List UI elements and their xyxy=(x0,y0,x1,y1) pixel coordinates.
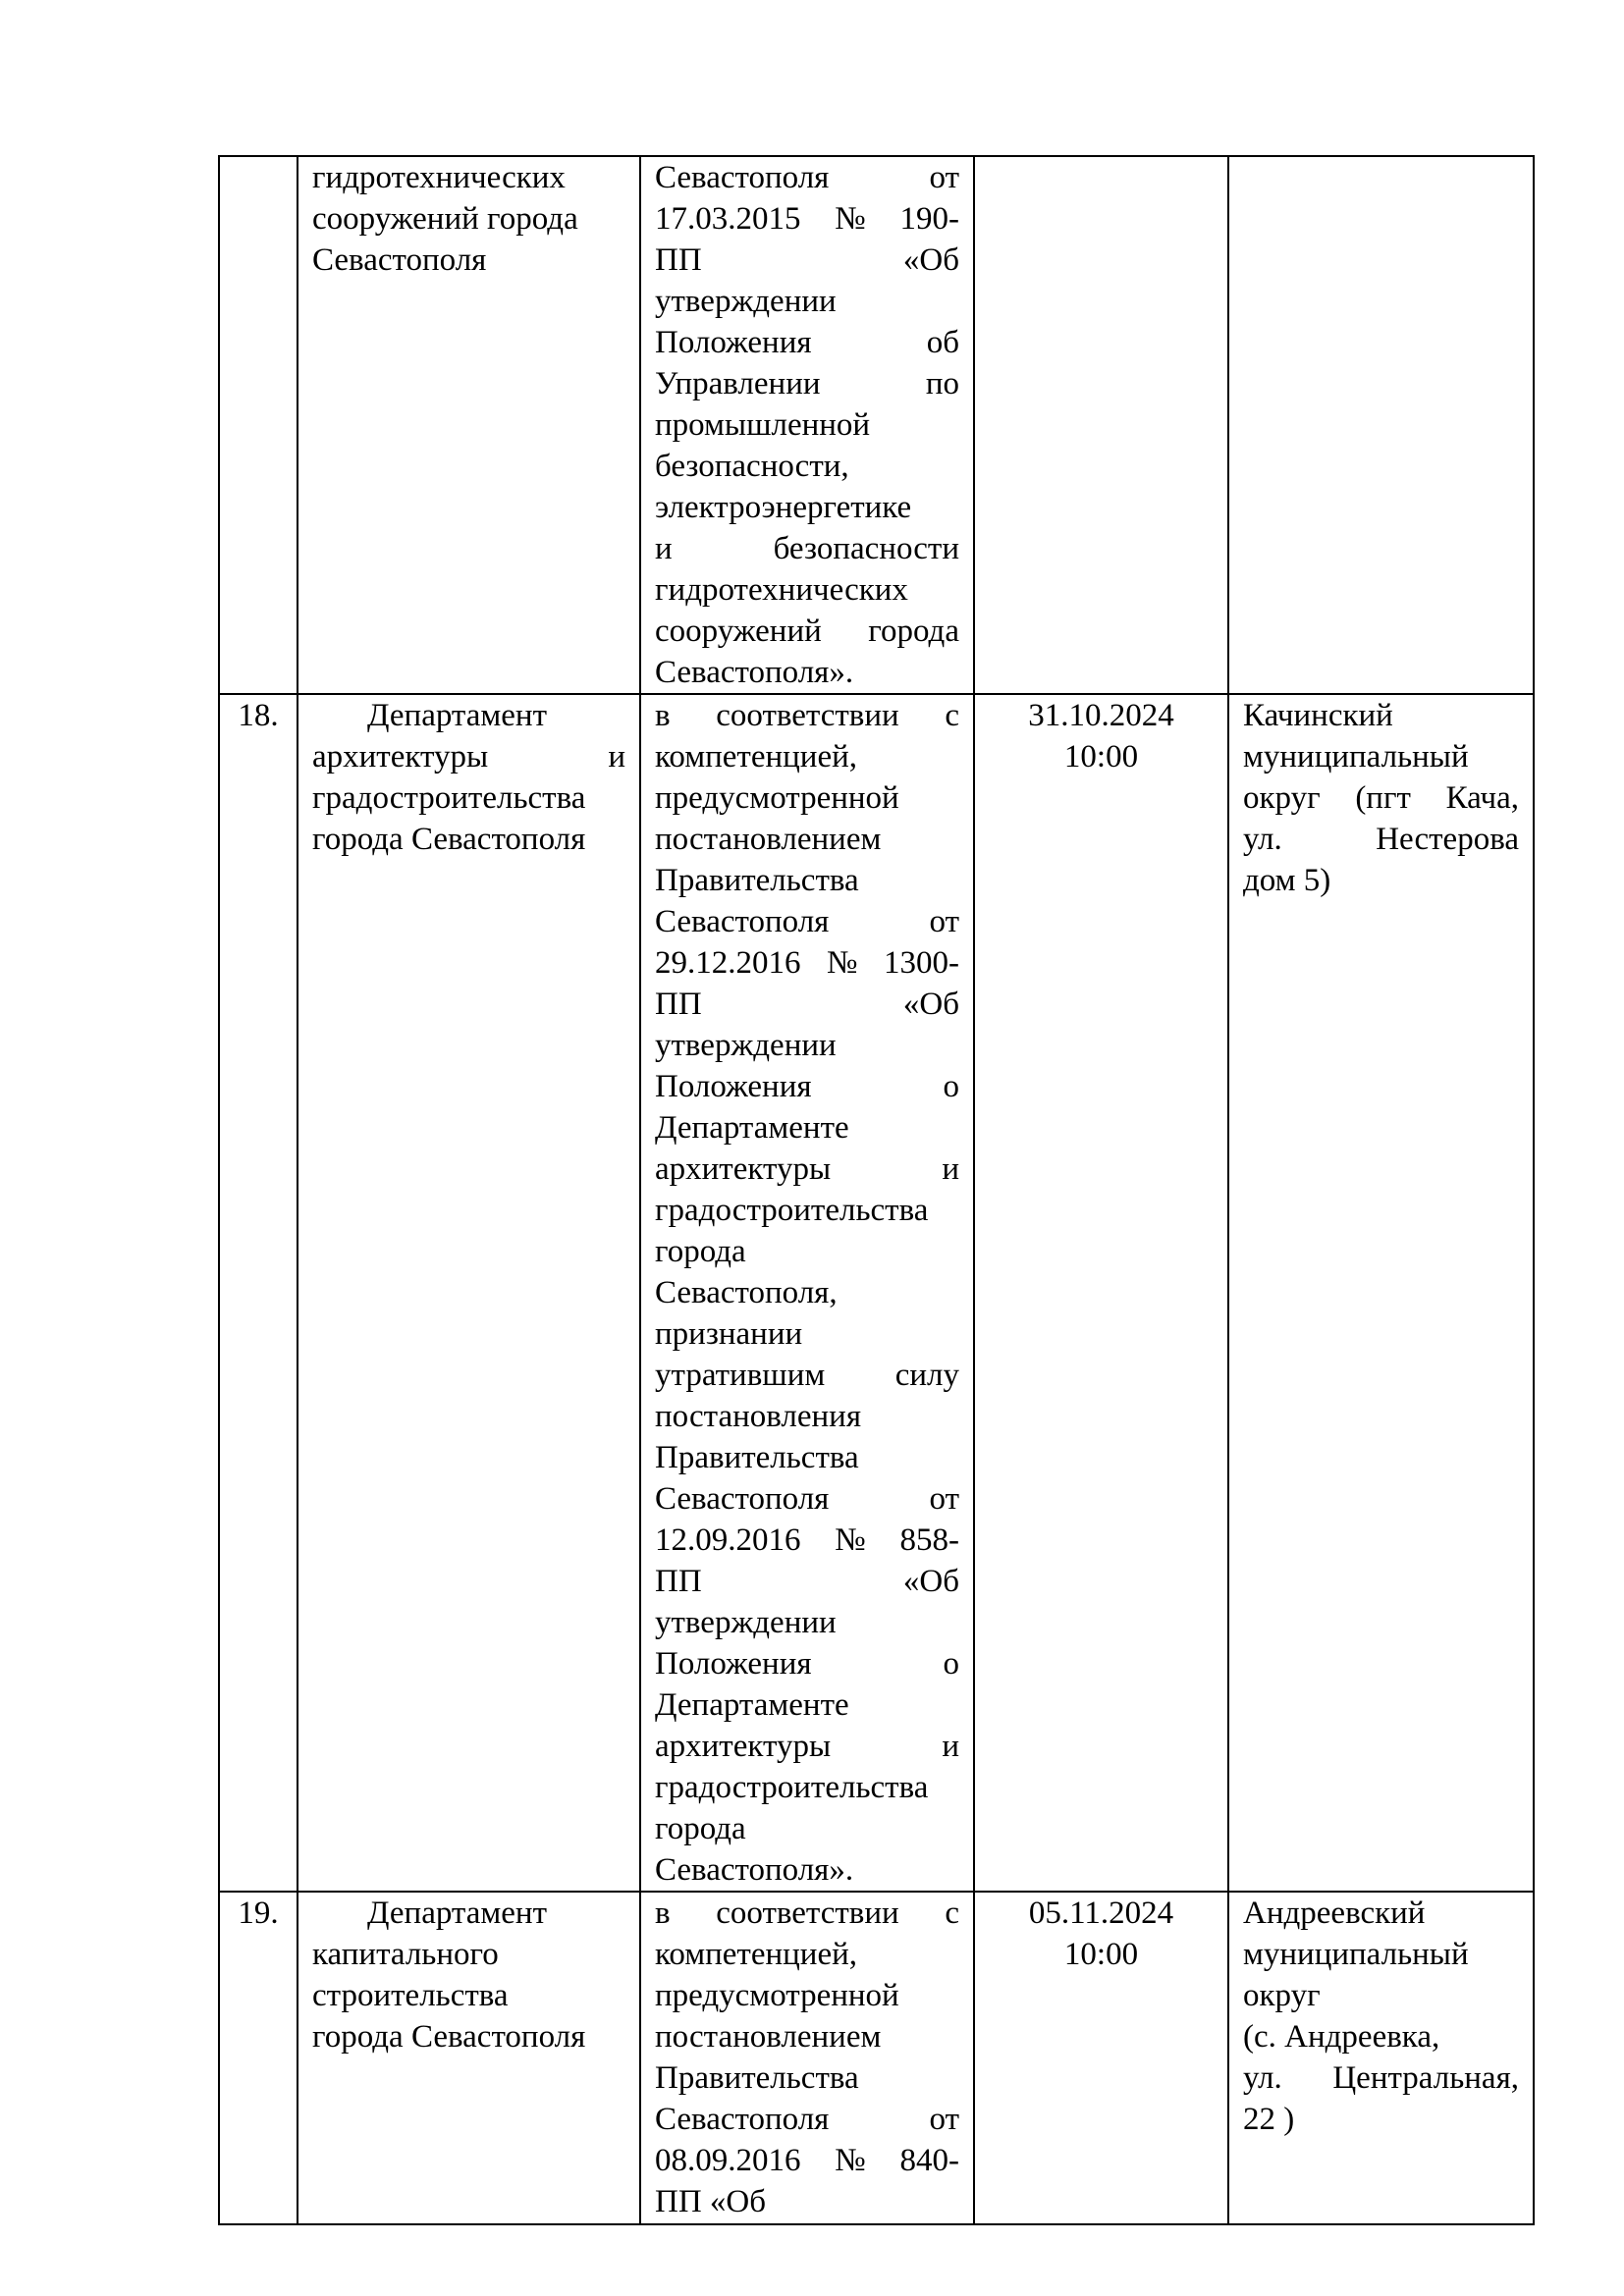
legal-basis-line: признании xyxy=(655,1316,803,1352)
table-body xyxy=(219,156,1534,2224)
table-row xyxy=(219,694,1534,1892)
date-time-cell xyxy=(974,694,1228,1892)
legal-basis-line: сооружений города xyxy=(655,614,959,649)
organization-line: архитектуры и xyxy=(312,739,625,774)
legal-basis-line: 17.03.2015 № 190- xyxy=(655,201,959,237)
legal-basis-line: Департаменте xyxy=(655,1687,849,1723)
organization-line: Департамент xyxy=(367,1896,548,1931)
organization-line: города Севастополя xyxy=(312,822,586,857)
location-line: ул. Центральная, xyxy=(1243,2060,1519,2096)
legal-basis-line: постановлением xyxy=(655,822,882,857)
legal-basis-line: 08.09.2016 № 840- xyxy=(655,2143,959,2178)
row-number: 19. xyxy=(219,1892,298,2224)
legal-basis-line: Управлении по xyxy=(655,366,959,401)
legal-basis-line: 12.09.2016 № 858- xyxy=(655,1522,959,1558)
date-time-cell xyxy=(974,1892,1228,2224)
legal-basis-line: предусмотренной xyxy=(655,1978,899,2013)
date-value: 31.10.2024 xyxy=(1028,698,1174,733)
legal-basis-line: Правительства xyxy=(655,863,859,898)
legal-basis-line: утверждении xyxy=(655,284,837,319)
location-line: округ xyxy=(1243,1978,1321,2013)
legal-basis-cell xyxy=(640,694,974,1892)
legal-basis-line: Севастополя от xyxy=(655,2102,959,2137)
legal-basis-line: Севастополя, xyxy=(655,1275,838,1310)
legal-basis-line: Севастополя от xyxy=(655,904,959,939)
legal-basis-line: и безопасности xyxy=(655,531,959,566)
legal-basis-line: архитектуры и xyxy=(655,1729,959,1764)
organization-cell xyxy=(298,694,640,1892)
legal-basis-line: компетенцией, xyxy=(655,739,858,774)
organization-line: Севастополя xyxy=(312,242,487,278)
legal-basis-line: утверждении xyxy=(655,1028,837,1063)
location-line: Качинский xyxy=(1243,698,1393,733)
legal-basis-line: 29.12.2016 № 1300- xyxy=(655,945,959,981)
legal-basis-line: Правительства xyxy=(655,1440,859,1475)
location-cell xyxy=(1228,694,1534,1892)
location-cell xyxy=(1228,156,1534,694)
schedule-table xyxy=(218,155,1535,2225)
organization-line: гидротехнических xyxy=(312,160,566,195)
organization-line: градостроительства xyxy=(312,780,586,816)
table-row xyxy=(219,1892,1534,2224)
row-number: 18. xyxy=(219,694,298,1892)
location-line: ул. Нестерова xyxy=(1243,822,1519,857)
legal-basis-line: компетенцией, xyxy=(655,1937,858,1972)
location-line: 22 ) xyxy=(1243,2102,1295,2137)
location-line: муниципальный xyxy=(1243,739,1469,774)
organization-line: Департамент xyxy=(367,698,548,733)
organization-cell xyxy=(298,156,640,694)
legal-basis-line: градостроительства xyxy=(655,1193,929,1228)
legal-basis-line: ПП «Об xyxy=(655,987,959,1022)
legal-basis-line: Севастополя от xyxy=(655,160,959,195)
legal-basis-cell xyxy=(640,156,974,694)
legal-basis-line: градостроительства xyxy=(655,1770,929,1805)
legal-basis-line: Севастополя от xyxy=(655,1481,959,1517)
legal-basis-line: архитектуры и xyxy=(655,1151,959,1187)
location-line: дом 5) xyxy=(1243,863,1331,898)
legal-basis-cell xyxy=(640,1892,974,2224)
legal-basis-line: предусмотренной xyxy=(655,780,899,816)
table-row xyxy=(219,156,1534,694)
legal-basis-line: утратившим силу xyxy=(655,1358,959,1393)
time-value: 10:00 xyxy=(1063,1937,1139,1972)
location-line: округ (пгт Кача, xyxy=(1243,780,1519,816)
legal-basis-line: ПП «Об xyxy=(655,2184,767,2219)
legal-basis-line: Положения о xyxy=(655,1646,959,1682)
legal-basis-line: Севастополя». xyxy=(655,655,854,690)
legal-basis-line: ПП «Об xyxy=(655,1564,959,1599)
legal-basis-line: безопасности, xyxy=(655,449,849,484)
organization-cell xyxy=(298,1892,640,2224)
organization-line: сооружений города xyxy=(312,201,578,237)
legal-basis-line: Правительства xyxy=(655,2060,859,2096)
legal-basis-line: промышленной xyxy=(655,407,871,443)
organization-line: города Севастополя xyxy=(312,2019,586,2055)
location-line: (с. Андреевка, xyxy=(1243,2019,1440,2055)
location-line: Андреевский xyxy=(1243,1896,1426,1931)
legal-basis-line: электроэнергетике xyxy=(655,490,912,525)
legal-basis-line: города xyxy=(655,1234,746,1269)
organization-line: строительства xyxy=(312,1978,509,2013)
legal-basis-line: Положения о xyxy=(655,1069,959,1104)
date-time-cell xyxy=(974,156,1228,694)
legal-basis-line: в соответствии с xyxy=(655,1896,959,1931)
time-value: 10:00 xyxy=(1063,739,1139,774)
row-number xyxy=(219,156,298,694)
organization-line: капитального xyxy=(312,1937,499,1972)
legal-basis-line: ПП «Об xyxy=(655,242,959,278)
legal-basis-line: Положения об xyxy=(655,325,959,360)
location-cell xyxy=(1228,1892,1534,2224)
legal-basis-line: утверждении xyxy=(655,1605,837,1640)
legal-basis-line: постановлением xyxy=(655,2019,882,2055)
legal-basis-line: Департаменте xyxy=(655,1110,849,1146)
location-line: муниципальный xyxy=(1243,1937,1469,1972)
legal-basis-line: постановления xyxy=(655,1399,862,1434)
legal-basis-line: города xyxy=(655,1811,746,1846)
date-value: 05.11.2024 xyxy=(1028,1896,1174,1931)
legal-basis-line: гидротехнических xyxy=(655,572,908,608)
legal-basis-line: Севастополя». xyxy=(655,1852,854,1888)
legal-basis-line: в соответствии с xyxy=(655,698,959,733)
